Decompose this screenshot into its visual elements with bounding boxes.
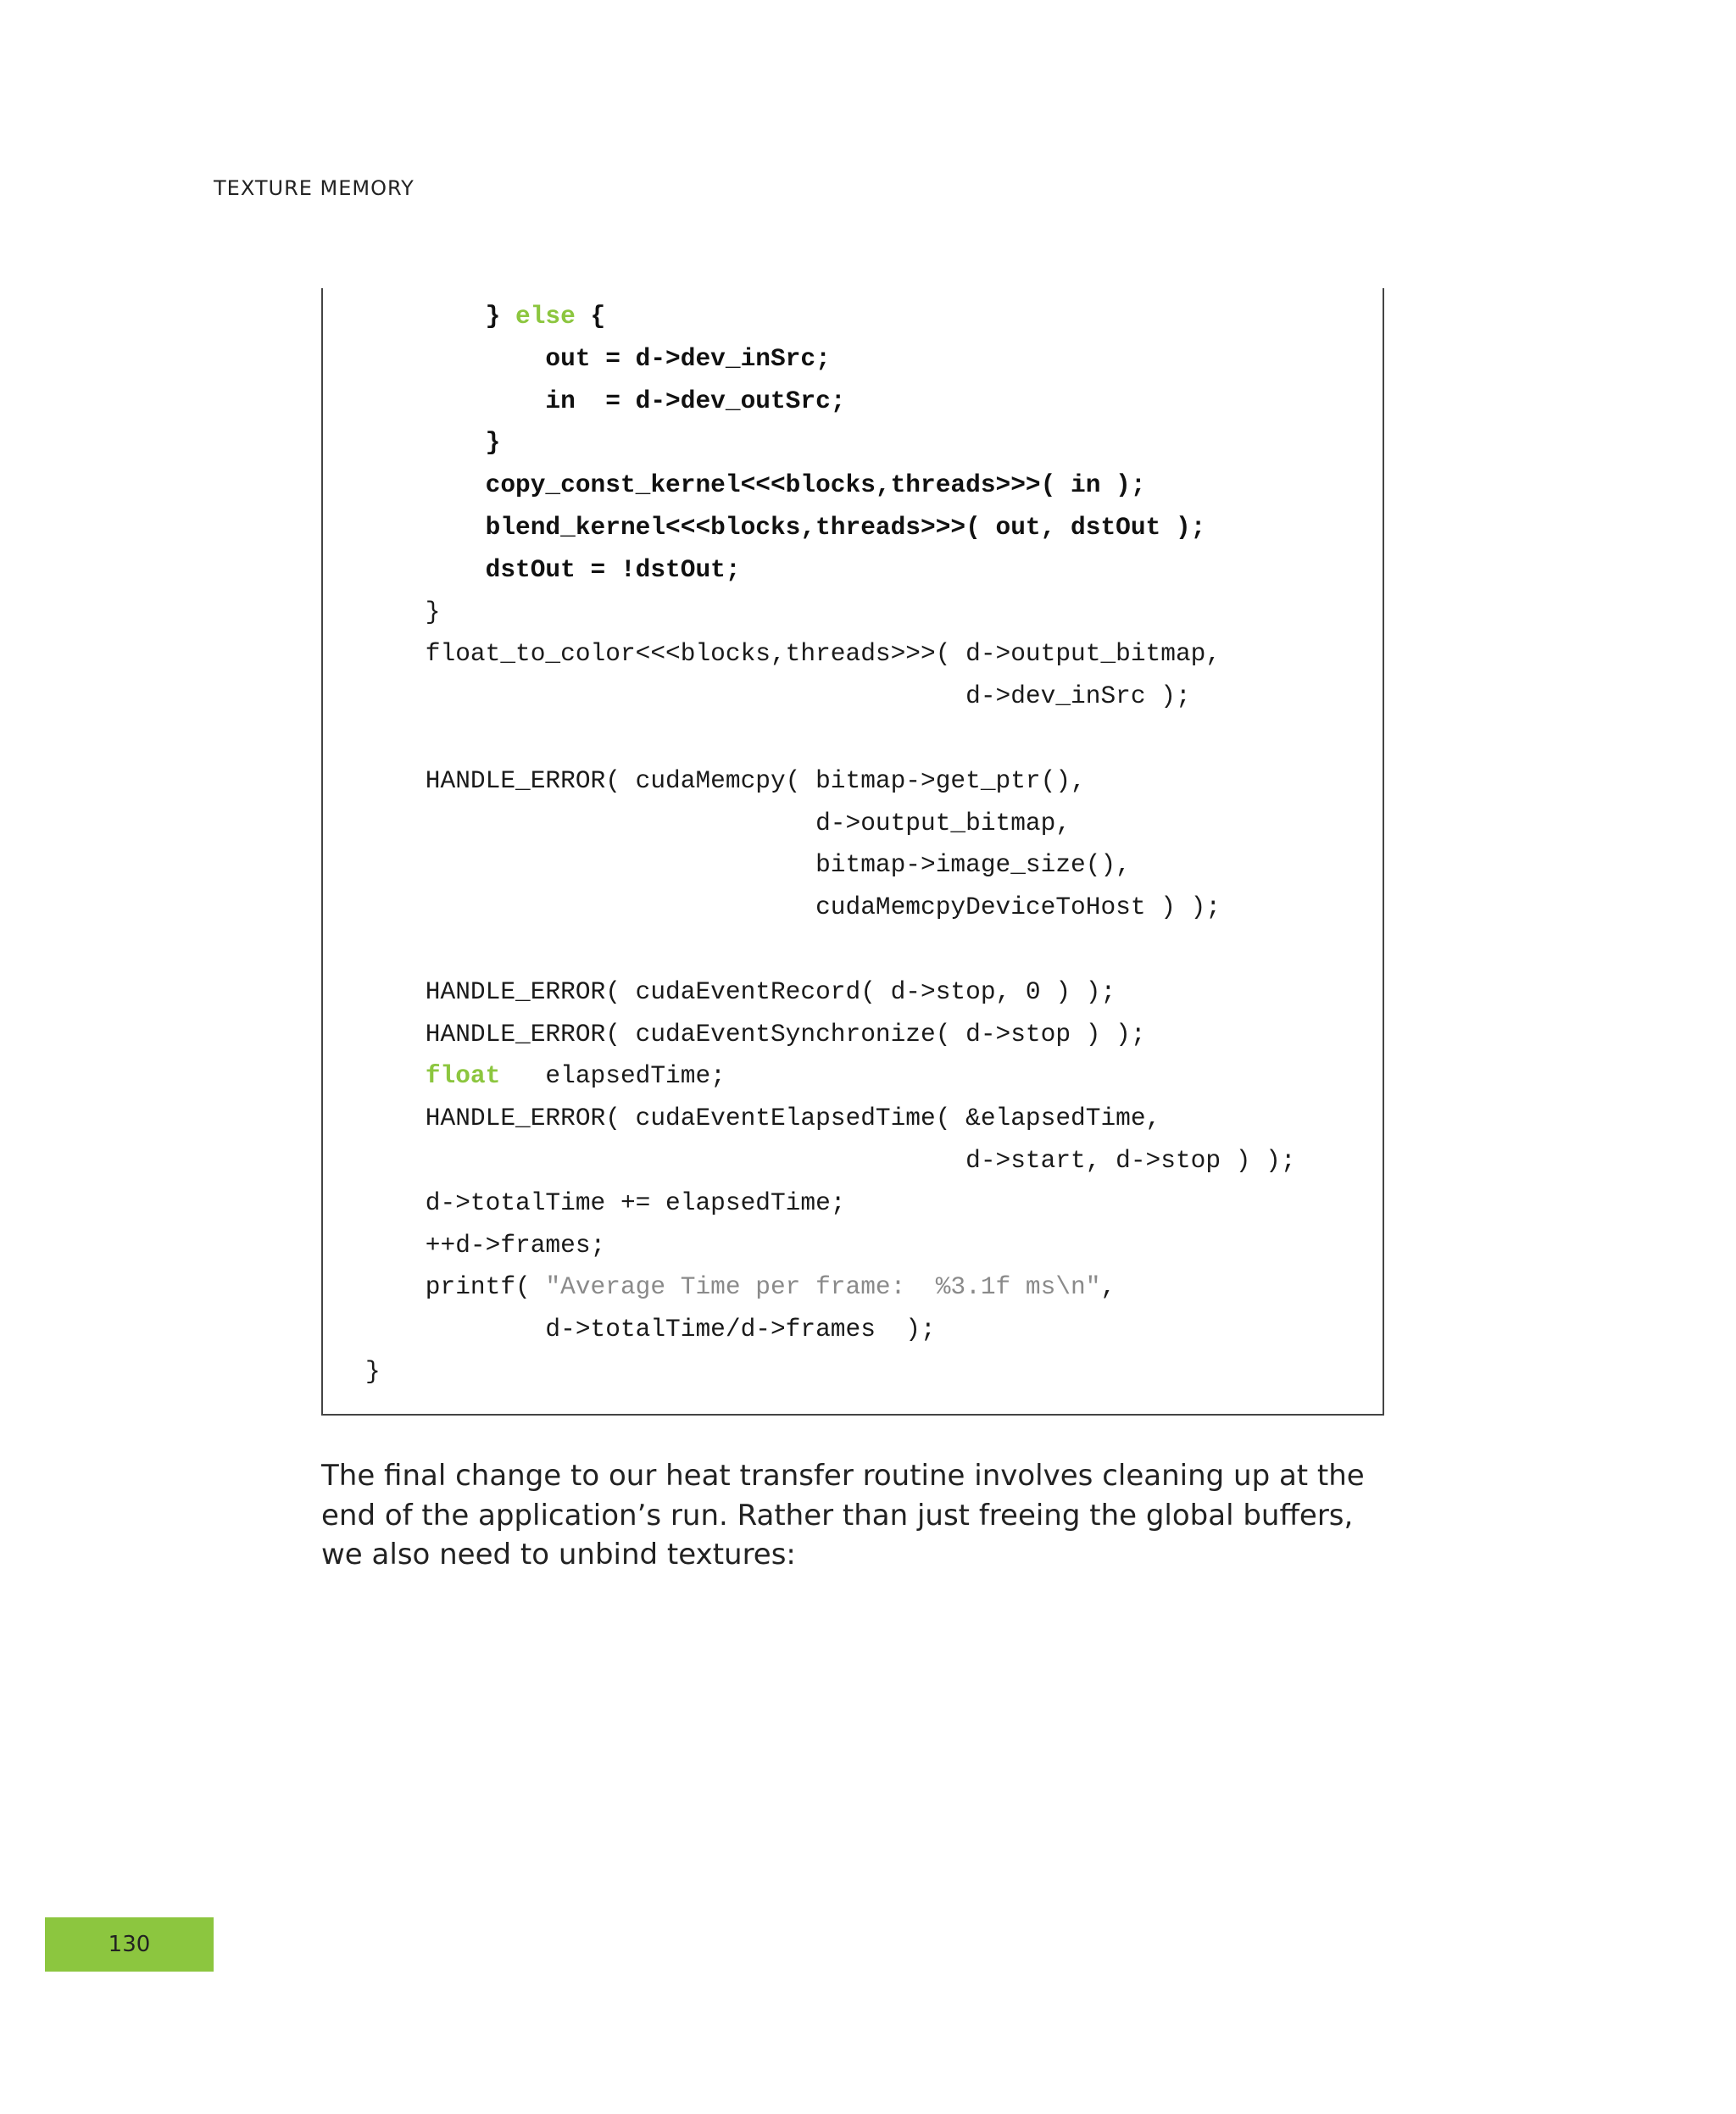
code-token: cudaMemcpyDeviceToHost ) ); xyxy=(365,893,1221,922)
code-line xyxy=(365,1266,1116,1308)
code-line xyxy=(365,506,1205,548)
code-line xyxy=(365,971,1116,1013)
page-number-tab xyxy=(45,1917,214,1972)
code-token: } xyxy=(365,302,516,331)
code-listing xyxy=(321,288,1384,1416)
code-token: in = d->dev_outSrc; xyxy=(365,386,846,415)
code-line xyxy=(365,1054,726,1097)
code-line xyxy=(365,1308,936,1350)
code-line xyxy=(365,295,605,337)
code-line xyxy=(365,1224,605,1266)
code-line xyxy=(365,1013,1146,1055)
code-token: } xyxy=(365,1357,381,1386)
code-token: { xyxy=(575,302,606,331)
body-paragraph: The final change to our heat transfer routine involves cleaning up at the end of the application’s run. Rather than just freeing the global buffers, we also need to unbind textures: xyxy=(321,1459,1365,1572)
code-token: blend_kernel<<<blocks,threads>>>( out, dstOut ); xyxy=(365,513,1206,542)
code-line xyxy=(365,380,846,422)
code-line xyxy=(365,675,1191,717)
code-keyword: else xyxy=(515,302,576,331)
code-token: d->start, d->stop ) ); xyxy=(365,1146,1296,1175)
code-token xyxy=(365,1061,426,1090)
code-line xyxy=(365,802,1071,844)
code-line xyxy=(365,843,1131,886)
code-line xyxy=(365,759,1086,802)
code-token: } xyxy=(365,597,441,626)
code-line xyxy=(365,591,441,633)
code-line xyxy=(365,337,831,380)
code-line xyxy=(365,632,1221,675)
code-token: elapsedTime; xyxy=(500,1061,726,1091)
running-header: TEXTURE MEMORY xyxy=(214,176,415,200)
code-token: d->totalTime += elapsedTime; xyxy=(365,1188,846,1217)
code-token: } xyxy=(365,428,501,458)
code-token: d->dev_inSrc ); xyxy=(365,681,1191,711)
code-token: dstOut = !dstOut; xyxy=(365,554,741,584)
code-token: bitmap->image_size(), xyxy=(365,850,1131,880)
code-token: , xyxy=(1100,1272,1116,1302)
code-token: d->output_bitmap, xyxy=(365,808,1071,837)
code-string: "Average Time per frame: %3.1f ms\n" xyxy=(545,1272,1101,1302)
code-token: HANDLE_ERROR( cudaEventRecord( d->stop, 0 ) ); xyxy=(365,976,1116,1006)
code-line xyxy=(365,464,1146,506)
code-line xyxy=(365,1182,846,1224)
code-line xyxy=(365,548,741,591)
code-token: copy_const_kernel<<<blocks,threads>>>( in ); xyxy=(365,470,1146,500)
code-token: HANDLE_ERROR( cudaEventSynchronize( d->stop ) ); xyxy=(365,1019,1146,1049)
code-keyword: float xyxy=(425,1061,501,1091)
code-line xyxy=(365,1139,1296,1182)
code-token: HANDLE_ERROR( cudaEventElapsedTime( &elapsedTime, xyxy=(365,1104,1161,1133)
code-token: float_to_color<<<blocks,threads>>>( d->output_bitmap, xyxy=(365,639,1221,669)
code-token: printf( xyxy=(365,1272,546,1302)
page-number: 130 xyxy=(108,1932,151,1957)
code-token: out = d->dev_inSrc; xyxy=(365,343,831,373)
code-line xyxy=(365,1097,1160,1139)
code-token: HANDLE_ERROR( cudaMemcpy( bitmap->get_ptr(), xyxy=(365,765,1086,795)
code-line xyxy=(365,421,500,464)
code-line xyxy=(365,886,1221,928)
code-token: d->totalTime/d->frames ); xyxy=(365,1315,936,1344)
code-line xyxy=(365,1350,381,1393)
code-token: ++d->frames; xyxy=(365,1230,606,1260)
